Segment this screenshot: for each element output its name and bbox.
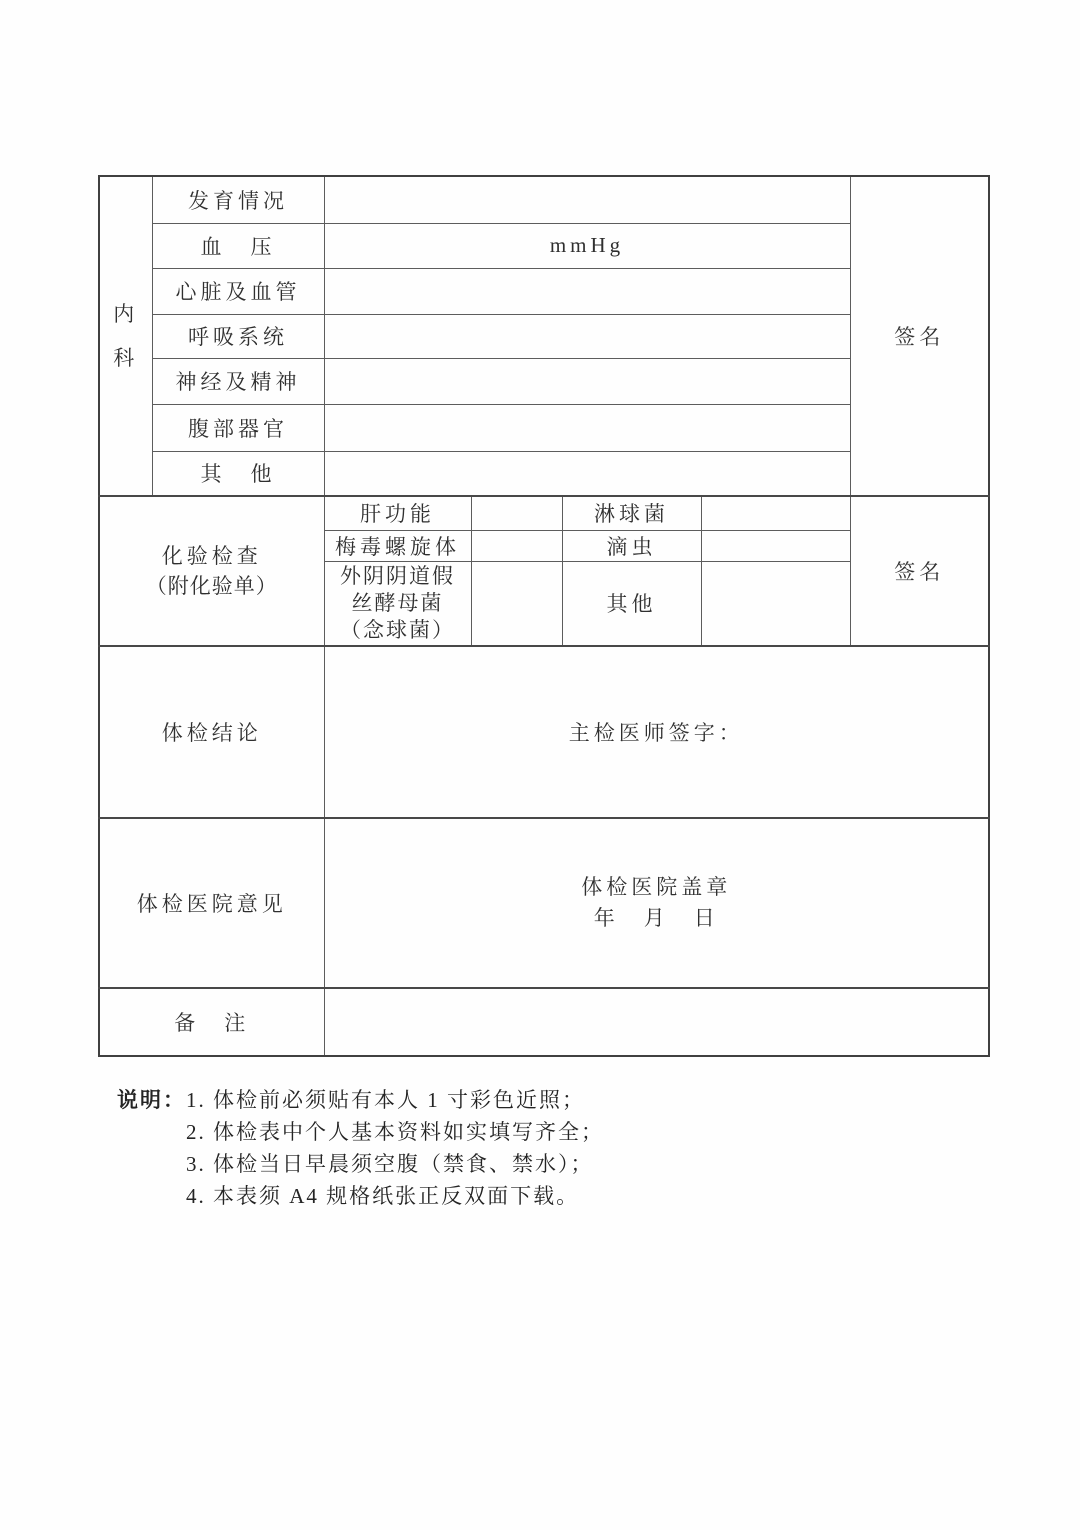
row-hospital-opinion (99, 818, 989, 988)
label-abdominal-organs: 腹部器官 (152, 404, 324, 451)
label-other-lab: 其他 (562, 561, 701, 646)
value-heart-vessels (324, 268, 850, 314)
value-other-internal (324, 451, 850, 496)
candida-line3: （念球菌） (340, 617, 455, 642)
conclusion-content-cell (324, 646, 989, 818)
label-hospital-opinion: 体检医院意见 (99, 818, 324, 988)
value-candida (471, 561, 562, 646)
hospital-opinion-content-cell (324, 818, 989, 988)
label-gonococcus: 淋球菌 (562, 496, 701, 530)
blood-pressure-unit: mmHg (549, 233, 625, 257)
instructions-list (186, 1084, 604, 1212)
label-nervous-mental: 神经及精神 (152, 358, 324, 404)
row-conclusion (99, 646, 989, 818)
lab-tests-label-line2: （附化验单） (145, 574, 278, 598)
value-gonococcus (701, 496, 850, 530)
date-label: 年 月 日 (593, 906, 719, 930)
label-trichomonas: 滴虫 (562, 530, 701, 561)
row-remarks (99, 988, 989, 1056)
instruction-item-4: 4. 本表须 A4 规格纸张正反双面下载。 (186, 1184, 580, 1208)
instruction-item-3: 3. 体检当日早晨须空腹（禁食、禁水）； (186, 1152, 594, 1176)
label-respiratory: 呼吸系统 (152, 314, 324, 358)
instruction-item-1: 1. 体检前必须贴有本人 1 寸彩色近照； (186, 1088, 585, 1112)
section-internal-medicine-cell (99, 176, 152, 496)
value-development (324, 176, 850, 223)
label-other-internal: 其 他 (152, 451, 324, 496)
instruction-item-2: 2. 体检表中个人基本资料如实填写齐全； (186, 1120, 604, 1144)
value-remarks (324, 988, 989, 1056)
internal-medicine-sign-label: 签名 (894, 325, 945, 349)
lab-tests-label-line1: 化验检查 (161, 544, 262, 568)
candida-line1: 外阴阴道假 (340, 563, 455, 588)
label-treponema: 梅毒螺旋体 (324, 530, 471, 561)
lab-tests-sign-label: 签名 (894, 560, 945, 584)
hospital-stamp-label: 体检医院盖章 (581, 875, 732, 899)
instructions-heading: 说明： (117, 1088, 186, 1112)
row-development (99, 176, 989, 223)
section-lab-tests-cell (99, 496, 324, 646)
internal-medicine-char-2: 科 (113, 346, 139, 370)
instructions-block (117, 1084, 604, 1212)
doctor-signature-label: 主检医师签字： (568, 721, 744, 745)
label-blood-pressure: 血 压 (152, 223, 324, 268)
candida-line2: 丝酵母菌 (351, 590, 444, 615)
value-treponema (471, 530, 562, 561)
label-heart-vessels: 心脏及血管 (152, 268, 324, 314)
label-development: 发育情况 (152, 176, 324, 223)
label-conclusion: 体检结论 (99, 646, 324, 818)
value-other-lab (701, 561, 850, 646)
internal-medicine-char-1: 内 (113, 302, 139, 326)
label-remarks: 备 注 (99, 988, 324, 1056)
candida-label-lines (325, 563, 471, 644)
internal-medicine-sign-cell (850, 176, 989, 496)
lab-tests-label (100, 541, 324, 601)
section-internal-medicine-label (100, 292, 152, 380)
value-respiratory (324, 314, 850, 358)
lab-tests-sign-cell (850, 496, 989, 646)
value-liver-function (471, 496, 562, 530)
row-lab-liver (99, 496, 989, 530)
value-abdominal-organs (324, 404, 850, 451)
value-blood-pressure (324, 223, 850, 268)
label-liver-function: 肝功能 (324, 496, 471, 530)
exam-form-table (98, 175, 990, 1057)
value-nervous-mental (324, 358, 850, 404)
value-trichomonas (701, 530, 850, 561)
label-candida (324, 561, 471, 646)
